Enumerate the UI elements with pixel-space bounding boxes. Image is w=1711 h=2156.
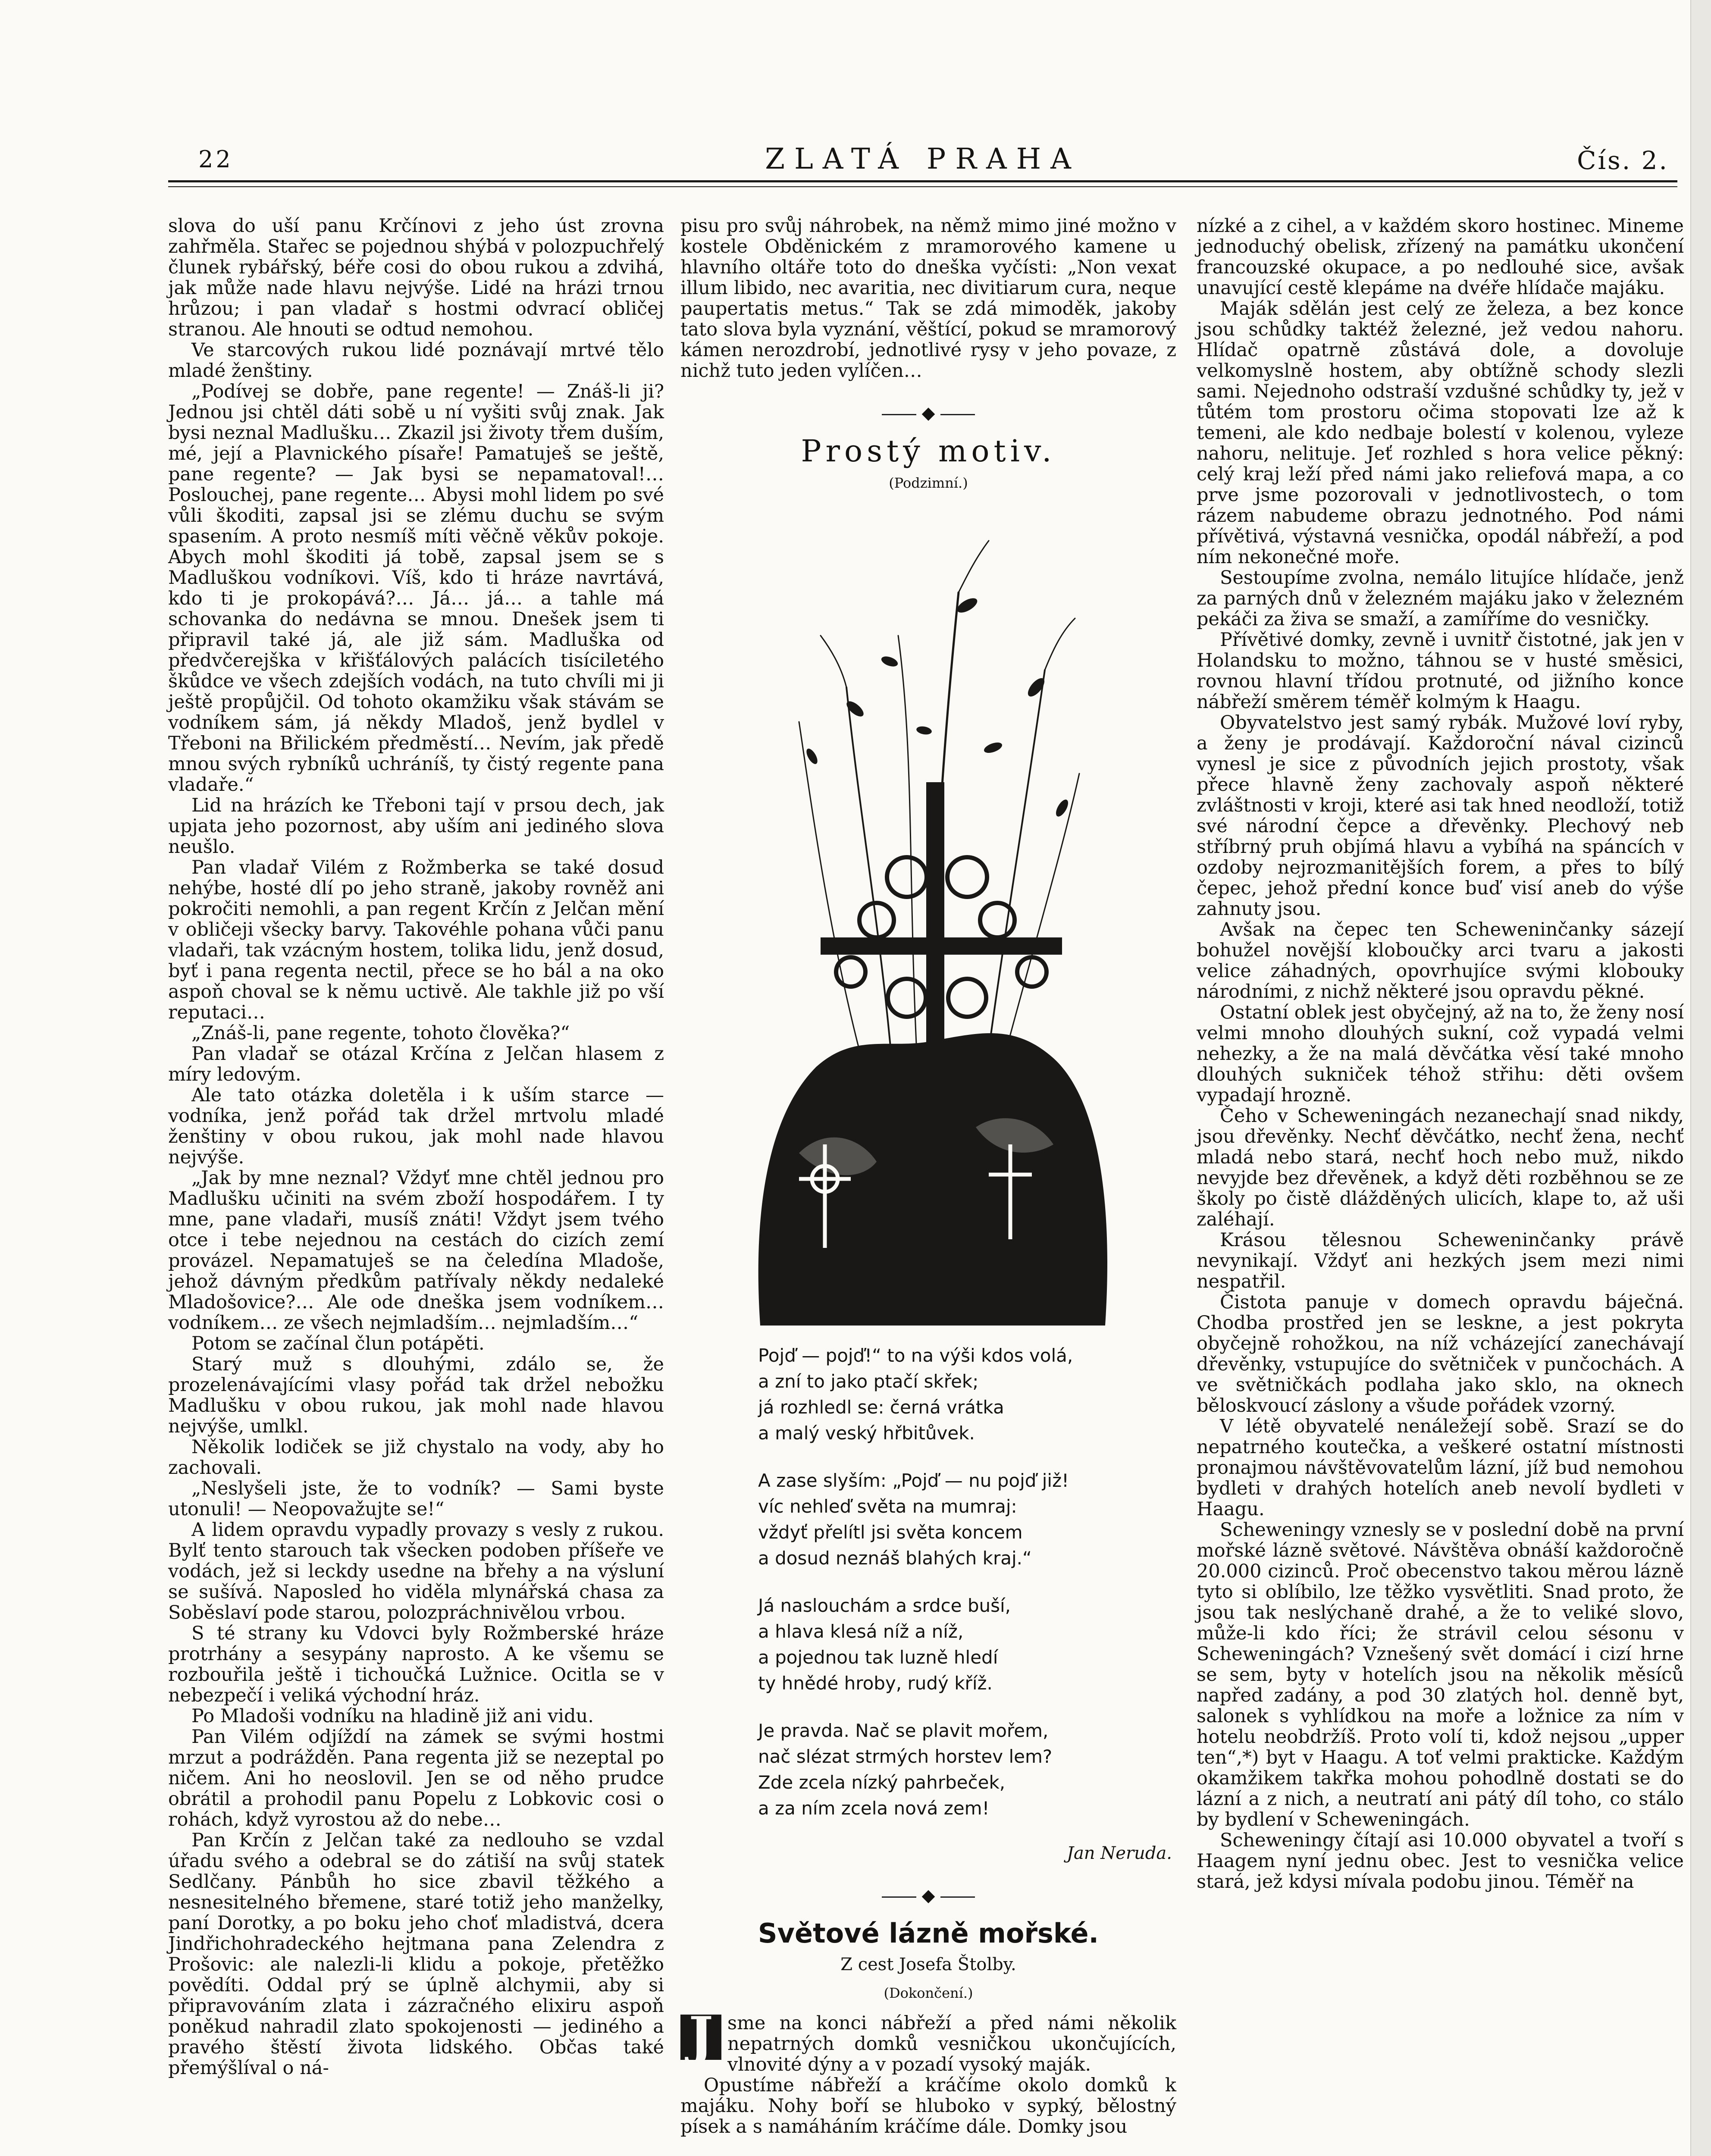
poem-author: Jan Neruda. <box>1066 1843 1172 1863</box>
paragraph: Scheweningy čítají asi 10.000 obyvatel a tvoří s Haagem nyní jednu obec. Jest to vesnička velice stará, jež kdysi mívala podobu jinou. Téměř na <box>1197 1830 1684 1893</box>
poem-line: a hlava klesá níž a níž, <box>758 1621 964 1642</box>
paragraph: Pan vladař Vilém z Rožmberka se také dosud nehýbe, hosté dlí po jeho straně, jakoby rovněž ani pokročiti nemohli, a pan regent Krčín z Jelčan mění v obličeji všecky barvy. Takovéhle pohana vůči panu vladaři, tak vzácným hostem, tolika lidu, jenž dosud, byť i pana regenta nectil, přece se ho bál a na oko aspoň choval se k němu uctivě. Ale takhle již po vší reputaci… <box>168 857 664 1023</box>
poem-stanza <box>758 1343 1176 1446</box>
paragraph: Několik lodiček se již chystalo na vody, aby ho zachovali. <box>168 1436 664 1479</box>
poem-line: Pojď — pojď!“ to na výši kdos volá, <box>758 1345 1073 1366</box>
poem-line: vždyť přelítl jsi světa koncem <box>758 1522 1023 1543</box>
paragraph: Obyvatelstvo jest samý rybák. Mužové loví ryby, a ženy je prodávají. Každoroční nával cizinců vynesl je sice z původních jejich prostoty, však přece hlavně ženy zachovaly aspoň některé zvláštnosti v kroji, které asi tak hned neodloží, totiž své národní čepce a dřevěnky. Plechový neb stříbrný pruh objímá hlavu a vybíhá na spáncích v ozdoby nejrozmanitějších forem, a přes to bílý čepec, jehož přední konce buď visí aneb do výše zahnuty jsou. <box>1197 712 1684 920</box>
poem-line: Já naslouchám a srdce buší, <box>758 1595 1011 1616</box>
paragraph: V létě obyvatelé nenáležejí sobě. Srazí se do nepatrného koutečka, a veškeré ostatní místnosti pronajmou návštěvovatelům lázní, jíž bud nemohou bydleti v drahých hotelích aneb nevolí bydleti v Haagu. <box>1197 1416 1684 1520</box>
paragraph: „Podívej se dobře, pane regente! — Znáš-li ji? Jednou jsi chtěl dáti sobě u ní vyšiti svůj znak. Jak bysi neznal Madlušku… Zkazil jsi životy třem duším, mé, její a Plavnického písaře! Pamatuješ se ještě, pane regente? — Jak bysi se nepamatoval!… Posloucheј, pane regente… Abysi mohl lidem po své vůli škoditi, zapsal jsi se zlému duchu se svým spasením. A proto nesmíš míti věčně věkův pokoje. Abych mohl škoditi já tobě, zapsal jsem se s Madluškou vodníkovi. Víš, kdo ti hráze navrtává, kdo ti je prokopává?… Já… já… a tahle má schovanka do nedávna se mnou. Dnešek jsem ti připravil také já, ale již sám. Madluška od předvčerejška v křišťálových palácích tisíciletého škůdce ve všech zdejších vodách, na tuto chvíli mi ji ještě propůjčil. Od tohoto okamžiku však stávám se vodníkem sám, já někdy Mladoš, jenž bydlel v Třeboni na Břilickém předměstí… Nevím, jak předě mnou svých rybníků uchráníš, ty čistý regente pana vladaře.“ <box>168 381 664 796</box>
poem-line: a za ním zcela nová zem! <box>758 1798 990 1819</box>
paragraph: Starý muž s dlouhými, zdálo se, že prozelenávajícími vlasy pořád tak držel nebožku Madlušku v obou rukou, jak mohl nade hlavou nejvýše, umlkl. <box>168 1354 664 1437</box>
paragraph: Maják sdělán jest celý ze železa, a bez konce jsou schůdky taktéž železné, jež vedou nahoru. Hlídač opatrně zůstává dole, a dovoluje velkomyslně hostem, aby obtížně schody slezli sami. Nejednoho odstraší vzdušné schůdky ty, jež v tůtém tom prostoru očima stopovati lze až k temeni, ale kdo nedbaje bolestí v kolenou, vyleze nahoru, nelituje. Jeť rozhled s hora velice pěkný: celý kraj leží před námi jako reliefová mapa, a co prve jsme pozorovali v jednotlivostech, o tom rázem nabudeme obrazu jednotného. Pod námi přívětivá, výstavná vesnička, opodál nábřeží, a pod ním nekonečné moře. <box>1197 298 1684 568</box>
paragraph: „Neslyšeli jste, že to vodník? — Sami byste utonuli! — Neopovažujte se!“ <box>168 1478 664 1520</box>
poem-stanza <box>758 1468 1176 1571</box>
article-body <box>680 2006 1176 2137</box>
paragraph: Sestoupíme zvolna, nemálo litujíce hlídače, jenž za parných dnů v železném majáku jako v železném pekáči za živa se smaží, a zamíříme do vesničky. <box>1197 567 1684 630</box>
paragraph: Přívětivé domky, zevně i uvnitř čistotné, jak jen v Holandsku to možno, táhnou se v husté směsici, rovnou hlavní třídou protnuté, od jižního konce nábřeží směrem téměř kolmým k Haagu. <box>1197 629 1684 713</box>
paragraph: Ostatní oblek jest obyčejný, až na to, že ženy nosí velmi mnoho dlouhých sukní, což vypadá velmi nehezky, a že na malá děvčátka věsí také mnoho dlouhých sukniček téhož střihu: děti ovšem vypadají hrozně. <box>1197 1002 1684 1106</box>
paragraph: Potom se začínal člun potápěti. <box>191 1333 485 1354</box>
poem-line: Je pravda. Nač se plavit mořem, <box>758 1720 1049 1741</box>
article-title: Světové lázně mořské. <box>758 1918 1099 1949</box>
paragraph: Pan Vilém odjíždí na zámek se svými hostmi mrzut a podrážděn. Pana regenta již se nezeptal po ničem. Ani ho neoslovil. Jen se od něho prudce obrátil a prohodil panu Popelu z Lobkovic cosi o rohách, když vyrostou až do nebe… <box>168 1726 664 1830</box>
page-number: 22 <box>198 146 233 173</box>
drop-cap: J <box>680 2015 721 2060</box>
column-left <box>168 216 664 2078</box>
article-paragraph: Opustíme nábřeží a kráčíme okolo domků k majáku. Nohy boří se hluboko v sypký, bělostný písek a s namáháním kráčíme dále. Domky jsou <box>680 2075 1176 2137</box>
poem-line: víc nehleď světa na mumraj: <box>758 1496 1017 1517</box>
paragraph: A lidem opravdu vypadly provazy s vesly z rukou. Bylť tento starouch tak všecken podoben příšeře ve vodách, jež si leckdy usedne na břehy a na výsluní se sušívá. Naposled ho viděla mlynářská chasa za Soběslaví pode starou, polozpráchnivělou vrbou. <box>168 1519 664 1623</box>
poem-subtitle: (Podzimní.) <box>889 475 968 491</box>
paragraph: Po Mladoši vodníku na hladině již ani vidu. <box>191 1705 594 1727</box>
poem-line: A zase slyším: „Pojď — nu pojď již! <box>758 1470 1069 1491</box>
journal-title: ZLATÁ PRAHA <box>765 142 1081 175</box>
paragraph: slova do uší panu Krčínovi z jeho úst zrovna zahřměla. Stařec se pojednou shýbá v polozpuchřelý člunek rybářský, béře cosi do obou rukou a zdvihá, jak může nade hlavu nejvýše. Lidé na hrázi trnou hrůzou; i pan vladař s hostmi odvrací obličej stranou. Ale hnouti se odtud nemohou. <box>168 215 664 340</box>
paragraph: Čeho v Scheweningách nezanechají snad nikdy, jsou dřevěnky. Nechť děvčátko, nechť žena, nechť mladá nebo stará, nechť hoch nebo muž, nikdo nevyjde bez dřevěnek, a když děti rozběhnou se ze školy po čistě dlážděných ulicích, klape to, až uši zaléhají. <box>1197 1105 1684 1230</box>
cemetery-cross-illustration <box>734 506 1122 1326</box>
header-rule <box>168 180 1677 182</box>
column-right <box>1197 216 1684 1892</box>
poem-line: a pojednou tak luzně hledí <box>758 1647 998 1668</box>
paragraph: Scheweningy vznesly se v poslední době na první mořské lázně světové. Návštěva obnáší každoročně 20.000 cizinců. Proč obecenstvo takou měrou lázně tyto si oblíbilo, lze těžko vysvětliti. Snad proto, že jsou tak neslýchaně drahé, a že to veliké slovo, může-li kdo říci; že strávil celou sésonu v Scheweningách? Vznešený svět domácí i cizí hrne se sem, byty v hotelích jsou na několik měsíců napřed zadány, a pod 30 zlatých hol. denně byt, salonek s vyhlídkou na moře a ložnice za ním v hotelu neobdržíš. Proto volí ti, kdož nejsou „upper ten“,*) byt v Haagu. A toť velmi prakticke. Každým okamžikem takřka mohou pohodlně dostati se do lázní a z nich, a neutratí ani pátý díl toho, co stálo by bydlení v Scheweningách. <box>1197 1519 1684 1830</box>
poem-line: Zde zcela nízký pahrbeček, <box>758 1772 1006 1793</box>
paragraph: S té strany ku Vdovci byly Rožmberské hráze protrhány a sesypány naprosto. A ke všemu se rozbouřila ještě i tichoučká Lužnice. Ocitla se v nebezpečí i veliká východní hráz. <box>168 1623 664 1706</box>
paragraph: Ve starcových rukou lidé poznávají mrtvé tělo mladé ženštiny. <box>168 339 664 382</box>
poem-line: já rozhledl se: černá vrátka <box>758 1397 1004 1418</box>
article-paragraph: sme na konci nábřeží a před námi několik nepatrných domků vesničkou ukončujících, vlnovité dýny a v pozadí vysoký maják. <box>727 2012 1176 2075</box>
paragraph: nízké a z cihel, a v každém skoro hostinec. Mineme jednoduchý obelisk, zřízený na památku ukončení francouzské okupace, a po nedlouhé sice, avšak unavující cestě klepáme na dvéře hlídače majáku. <box>1197 215 1684 299</box>
paragraph: Ale tato otázka doletěla i k uším starce — vodníka, jenž pořád tak držel mrtvolu mladé ženštiny v obou rukou, jak mohl nade hlavou nejvýše. <box>168 1084 664 1168</box>
poem-line: a dosud neznáš blahých kraj.“ <box>758 1548 1032 1569</box>
poem-stanza <box>758 1718 1176 1821</box>
header-rule-thin <box>168 186 1677 187</box>
article-byline: Z cest Josefa Štolby. <box>840 1955 1016 1974</box>
paragraph: Avšak na čepec ten Scheweninčanky sázejí bohužel novější kloboučky arci tvaru a jakosti velice záhadných, opovrhujíce svými klobouky národními, z nichž některé jsou opravdu pěkné. <box>1197 919 1684 1003</box>
poem-body <box>758 1343 1176 1821</box>
issue-number: Čís. 2. <box>1577 146 1669 175</box>
column-middle <box>680 216 1176 2137</box>
page-header <box>168 142 1677 177</box>
poem-title: Prostý motiv. <box>801 433 1056 469</box>
poem-line: ty hnědé hroby, rudý kříž. <box>758 1673 993 1694</box>
poem-line: a malý veský hřbitůvek. <box>758 1423 975 1444</box>
paragraph: Pan Krčín z Jelčan také za nedlouho se vzdal úřadu svého a odebral se do zátiší na svůj statek Sedlčany. Pánbůh ho sice zbavil těžkého a nesnesitelného břemene, staré totiž jeho manželky, paní Dorotky, a po boku jeho choť mladistvá, dcera Jindřichohradeckého hejtmana pana Zelendra z Prošovic: ale nalezli-li klidu a pokoje, přetěžko povědíti. Oddal prý se úplně alchymii, aby si připravováním zlata i zázračného elixiru aspoň poněkud nahradil zlato spokojenosti — jediného a pravého štěstí života lidského. Občas také přemýšlíval o ná- <box>168 1830 664 2079</box>
poem-line: nač slézat strmých horstev lem? <box>758 1746 1053 1767</box>
poem-line: a zní to jako ptačí skřek; <box>758 1371 979 1392</box>
paragraph: „Jak by mne neznal? Vždyť mne chtěl jednou pro Madlušku učiniti na svém zboží hospodářem. I ty mne, pane vladaři, musíš znáti! Vždyt jsem tvého otce i tebe nejednou na cestách do cizích zemí provázel. Nepamatuješ se na čeledína Mladoše, jehož dávným předkům patřívaly někdy nedaleké Mladošovice?… Ale ode dneška jsem vodníkem… vodníkem… ze všech nejmladším… nejmladším…“ <box>168 1167 664 1334</box>
paragraph: „Znáš-li, pane regente, tohoto člověka?“ <box>191 1022 570 1044</box>
paragraph: Čistota panuje v domech opravdu báječná. Chodba prostřed jen se leskne, a jest pokryta obyčejně rohožkou, na níž vcházející zanechávají dřevěnky, vstupujíce do světniček v punčochách. A ve světničkách podlaha jako sklo, na oknech běloskvoucí záslony a všude pořádek vzorný. <box>1197 1291 1684 1416</box>
paragraph: Krásou tělesnou Scheweninčanky právě nevynikají. Vždyť ani hezkých jsem mezi nimi nespatřil. <box>1197 1229 1684 1292</box>
page-edge <box>1690 0 1711 2156</box>
poem-stanza <box>758 1593 1176 1696</box>
paragraph: Pan vladař se otázal Krčína z Jelčan hlasem z míry ledovým. <box>168 1043 664 1085</box>
separator-ornament-2: ◆ <box>680 1885 1176 1906</box>
paragraph: Lid na hrázích ke Třeboni tají v prsou dech, jak upjata jeho pozornost, aby uším ani jediného slova neušlo. <box>168 795 664 858</box>
story-ending: pisu pro svůj náhrobek, na němž mimo jiné možno v kostele Obděnickém z mramorového kamene u hlavního oltáře toto do dneška vyčísti: „Non vexat illum libido, nec avaritia, nec divitiarum cura, neque paupertatis metus.“ Tak se zdá mimoděk, jakoby tato slova byla vyznání, věštící, pokud se mramorový kámen nerozdrobí, jednotlivé rysy v jeho povaze, z nichž tuto jeden vylíčen… <box>680 215 1176 382</box>
separator-ornament: ◆ <box>680 403 1176 423</box>
article-continuation-note: (Dokončení.) <box>884 1985 973 2001</box>
